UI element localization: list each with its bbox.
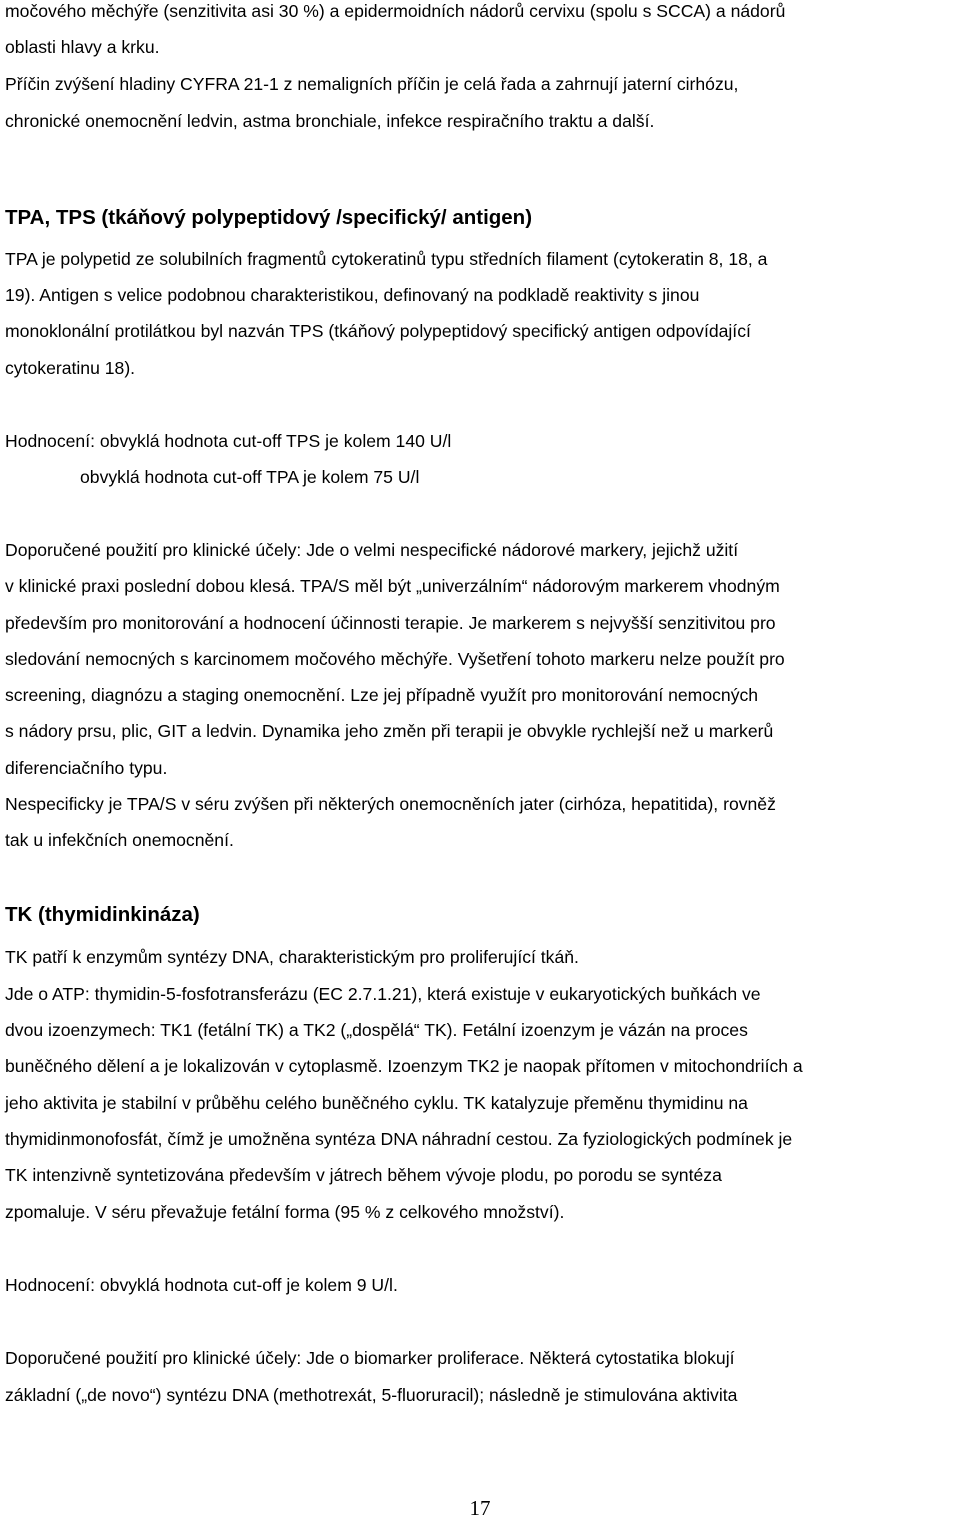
tpa-usage-line: s nádory prsu, plic, GIT a ledvin. Dynamika jeho změn při terapii je obvykle rychlejší než u markerů: [5, 721, 774, 741]
tpa-usage-line: především pro monitorování a hodnocení účinnosti terapie. Je markerem s nejvyšší senzitivitou pro: [5, 613, 776, 633]
tpa-description-line: 19). Antigen s velice podobnou charakteristikou, definovaný na podkladě reaktivity s jinou: [5, 285, 700, 305]
tk-usage-line: Doporučené použití pro klinické účely: Jde o biomarker proliferace. Některá cytostatika blokují: [5, 1348, 735, 1368]
tpa-usage-line: screening, diagnózu a staging onemocnění. Lze jej případně využít pro monitorování nemocných: [5, 685, 759, 705]
tpa-heading: TPA, TPS (tkáňový polypeptidový /specifický/ antigen): [5, 206, 533, 229]
tk-description-line: dvou izoenzymech: TK1 (fetální TK) a TK2 („dospělá“ TK). Fetální izoenzym je vázán na proces: [5, 1020, 748, 1040]
intro-line: chronické onemocnění ledvin, astma bronchiale, infekce respiračního traktu a další.: [5, 111, 655, 131]
tpa-evaluation-line: Hodnocení: obvyklá hodnota cut-off TPS je kolem 140 U/l: [5, 431, 452, 451]
tk-description-line: TK intenzivně syntetizována především v játrech během vývoje plodu, po porodu se syntéza: [5, 1165, 722, 1185]
tk-description-line: jeho aktivita je stabilní v průběhu celého buněčného cyklu. TK katalyzuje přeměnu thymidinu na: [5, 1093, 748, 1113]
tk-description-line: TK patří k enzymům syntézy DNA, charakteristickým pro proliferující tkáň.: [5, 947, 579, 967]
tk-description-line: thymidinmonofosfát, čímž je umožněna syntéza DNA náhradní cestou. Za fyziologických podmínek je: [5, 1129, 793, 1149]
intro-line: oblasti hlavy a krku.: [5, 37, 160, 57]
tpa-usage-line: Doporučené použití pro klinické účely: Jde o velmi nespecifické nádorové markery, jejichž užití: [5, 540, 739, 560]
tpa-evaluation-line: obvyklá hodnota cut-off TPA je kolem 75 U/l: [80, 467, 420, 487]
tpa-usage-line: sledování nemocných s karcinomem močového měchýře. Vyšetření tohoto markeru nelze použít pro: [5, 649, 785, 669]
intro-line: Příčin zvýšení hladiny CYFRA 21-1 z nemaligních příčin je celá řada a zahrnují jaterní cirhózu,: [5, 74, 739, 94]
intro-line: močového měchýře (senzitivita asi 30 %) a epidermoidních nádorů cervixu (spolu s SCCA) a nádorů: [5, 1, 786, 21]
tpa-usage-line: v klinické praxi poslední dobou klesá. TPA/S měl být „univerzálním“ nádorovým markerem vhodným: [5, 576, 780, 596]
tpa-description-line: cytokeratinu 18).: [5, 358, 136, 378]
tk-description-line: buněčného dělení a je lokalizován v cytoplasmě. Izoenzym TK2 je naopak přítomen v mitochondriích a: [5, 1056, 803, 1076]
tk-usage-line: základní („de novo“) syntézu DNA (methotrexát, 5-fluoruracil); následně je stimulována aktivita: [5, 1385, 738, 1405]
tpa-usage-line: Nespecificky je TPA/S v séru zvýšen při některých onemocněních jater (cirhóza, hepatitida), rovněž: [5, 794, 776, 814]
page-number: 17: [469, 1496, 491, 1520]
tpa-description-line: TPA je polypetid ze solubilních fragmentů cytokeratinů typu středních filament (cytokeratin 8, 18, a: [5, 249, 768, 269]
tk-heading: TK (thymidinkináza): [5, 903, 200, 926]
tpa-usage-line: diferenciačního typu.: [5, 758, 168, 778]
tpa-description-line: monoklonální protilátkou byl nazván TPS (tkáňový polypeptidový specifický antigen odpovídající: [5, 321, 751, 341]
tk-description-line: zpomaluje. V séru převažuje fetální forma (95 % z celkového množství).: [5, 1202, 565, 1222]
tk-evaluation-line: Hodnocení: obvyklá hodnota cut-off je kolem 9 U/l.: [5, 1275, 398, 1295]
tpa-usage-line: tak u infekčních onemocnění.: [5, 830, 234, 850]
tk-description-line: Jde o ATP: thymidin-5-fosfotransferázu (EC 2.7.1.21), která existuje v eukaryotických buňkách ve: [5, 984, 761, 1004]
